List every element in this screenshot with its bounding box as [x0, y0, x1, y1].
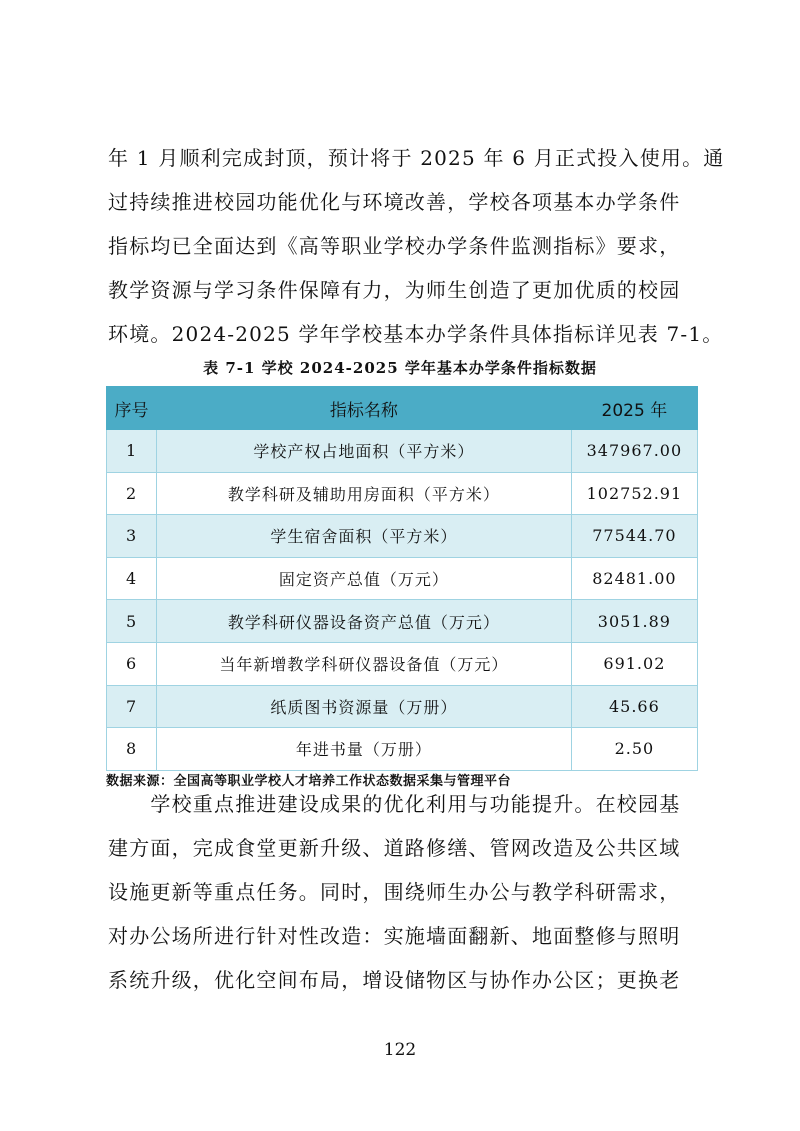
cell-no: 6: [107, 642, 157, 685]
text-line: 环境。2024-2025 学年学校基本办学条件具体指标详见表 7-1。: [108, 322, 724, 346]
cell-name: 教学科研仪器设备资产总值（万元）: [157, 600, 572, 643]
cell-name: 纸质图书资源量（万册）: [157, 685, 572, 728]
cell-value: 347967.00: [571, 430, 697, 473]
conditions-table: [106, 386, 698, 771]
cell-name: 学生宿舍面积（平方米）: [157, 515, 572, 558]
text-line: 对办公场所进行针对性改造：实施墙面翻新、地面整修与照明: [108, 924, 681, 948]
table-row: [107, 600, 698, 643]
text-line: 过持续推进校园功能优化与环境改善，学校各项基本办学条件: [108, 190, 681, 214]
text-line: 年 1 月顺利完成封顶，预计将于 2025 年 6 月正式投入使用。通: [108, 146, 725, 170]
cell-name: 学校产权占地面积（平方米）: [157, 430, 572, 473]
table-row: [107, 642, 698, 685]
table-caption: 表 7-1 学校 2024-2025 学年基本办学条件指标数据: [203, 359, 597, 377]
table-header-row: [107, 387, 698, 430]
header-name: 指标名称: [157, 387, 572, 430]
cell-no: 3: [107, 515, 157, 558]
cell-name: 年进书量（万册）: [157, 728, 572, 771]
cell-value: 3051.89: [571, 600, 697, 643]
data-source-note: 数据来源：全国高等职业学校人才培养工作状态数据采集与管理平台: [106, 774, 512, 789]
cell-value: 691.02: [571, 642, 697, 685]
table-row: [107, 728, 698, 771]
cell-value: 2.50: [571, 728, 697, 771]
cell-name: 当年新增教学科研仪器设备值（万元）: [157, 642, 572, 685]
cell-no: 8: [107, 728, 157, 771]
header-value: 2025 年: [571, 387, 697, 430]
cell-name: 教学科研及辅助用房面积（平方米）: [157, 472, 572, 515]
cell-no: 7: [107, 685, 157, 728]
cell-value: 45.66: [571, 685, 697, 728]
header-no: 序号: [107, 387, 157, 430]
cell-no: 1: [107, 430, 157, 473]
cell-no: 4: [107, 557, 157, 600]
table-row: [107, 685, 698, 728]
body-paragraph-1: [108, 136, 725, 356]
cell-value: 102752.91: [571, 472, 697, 515]
page-number: 122: [383, 1040, 417, 1060]
cell-no: 2: [107, 472, 157, 515]
text-line: 系统升级，优化空间布局，增设储物区与协作办公区；更换老: [108, 968, 681, 992]
table-row: [107, 472, 698, 515]
text-line: 建方面，完成食堂更新升级、道路修缮、管网改造及公共区域: [108, 836, 681, 860]
cell-value: 77544.70: [571, 515, 697, 558]
cell-name: 固定资产总值（万元）: [157, 557, 572, 600]
cell-no: 5: [107, 600, 157, 643]
text-line: 教学资源与学习条件保障有力，为师生创造了更加优质的校园: [108, 278, 681, 302]
body-paragraph-2: [108, 782, 698, 1002]
text-line: 学校重点推进建设成果的优化利用与功能提升。在校园基: [108, 792, 681, 816]
cell-value: 82481.00: [571, 557, 697, 600]
text-line: 设施更新等重点任务。同时，围绕师生办公与教学科研需求，: [108, 880, 681, 904]
table-row: [107, 557, 698, 600]
table-row: [107, 515, 698, 558]
table-row: [107, 430, 698, 473]
text-line: 指标均已全面达到《高等职业学校办学条件监测指标》要求，: [108, 234, 681, 258]
